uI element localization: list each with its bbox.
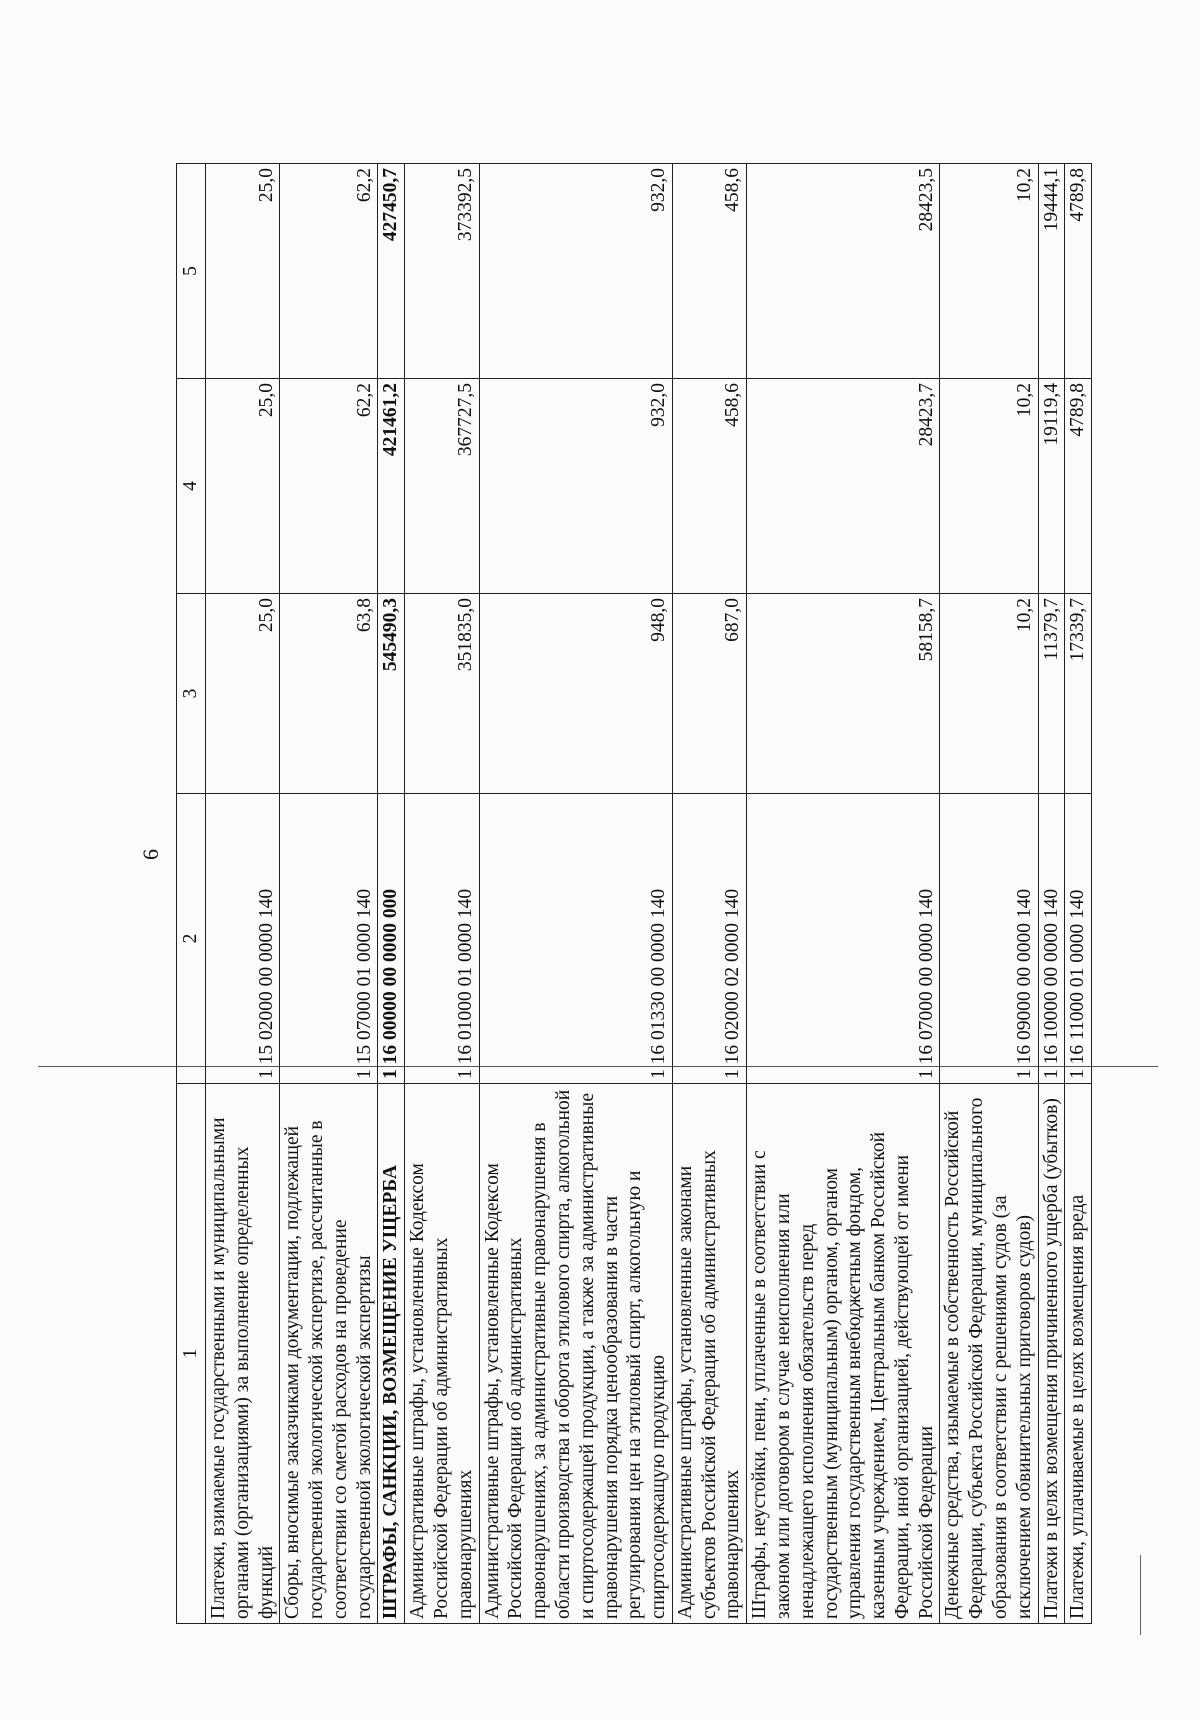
row-name: Платежи в целях возмещения причиненного ущерба (убытков) [1038, 1084, 1065, 1624]
row-value-4: 62,2 [280, 379, 378, 594]
table-row [206, 164, 280, 1624]
column-header-3: 3 [177, 594, 206, 794]
row-value-4: 19119,4 [1038, 379, 1065, 594]
table-row [280, 164, 378, 1624]
table-row [1038, 164, 1065, 1624]
row-value-5: 932,0 [479, 164, 672, 379]
row-value-3: 687,0 [672, 594, 746, 794]
column-header-1: 1 [177, 1084, 206, 1624]
page-number: 6 [138, 849, 163, 860]
row-value-3: 351835,0 [405, 594, 479, 794]
table-header-row [177, 164, 206, 1624]
budget-revenue-table [176, 163, 1092, 1624]
row-value-4: 10,2 [940, 379, 1038, 594]
row-value-4: 367727,5 [405, 379, 479, 594]
row-value-4: 421461,2 [378, 379, 405, 594]
table-row [479, 164, 672, 1624]
row-name: Штрафы, неустойки, пени, уплаченные в соответствии с законом или договором в случае неисполнения или ненадлежащего исполнения обязательств перед государственным (муниципальным) органом, органом управления государственным внебюджетным фондом, казенным учреждением, Центральным банком Российской Федерации, иной организацией, действующей от имени Российской Федерации [747, 1084, 940, 1624]
row-code: 1 15 02000 00 0000 140 [206, 794, 280, 1084]
row-value-5: 28423,5 [747, 164, 940, 379]
table-row [747, 164, 940, 1624]
row-name: Административные штрафы, установленные Кодексом Российской Федерации об административных правонарушениях, за административные правонарушения в области производства и оборота этилового спирта, алкогольной и спиртосодержащей продукции, а также за административные правонарушения порядка ценообразования в части регулирования цен на этиловый спирт, алкогольную и спиртосодержащую продукцию [479, 1084, 672, 1624]
row-code: 1 16 02000 02 0000 140 [672, 794, 746, 1084]
row-code: 1 16 11000 01 0000 140 [1065, 794, 1092, 1084]
row-value-5: 25,0 [206, 164, 280, 379]
row-name: Сборы, вносимые заказчиками документации, подлежащей государственной экологической экспертизе, рассчитанные в соответствии со сметой расходов на проведение государственной экологической экспертизы [280, 1084, 378, 1624]
row-name: Платежи, уплачиваемые в целях возмещения вреда [1065, 1084, 1092, 1624]
row-value-5: 19444,1 [1038, 164, 1065, 379]
row-value-3: 545490,3 [378, 594, 405, 794]
row-value-3: 25,0 [206, 594, 280, 794]
column-header-4: 4 [177, 379, 206, 594]
row-value-3: 11379,7 [1038, 594, 1065, 794]
row-value-3: 17339,7 [1065, 594, 1092, 794]
table-row [672, 164, 746, 1624]
row-name: ШТРАФЫ, САНКЦИИ, ВОЗМЕЩЕНИЕ УЩЕРБА [378, 1084, 405, 1624]
row-name: Административные штрафы, установленные Кодексом Российской Федерации об административных правонарушениях [405, 1084, 479, 1624]
row-code: 1 16 00000 00 0000 000 [378, 794, 405, 1084]
row-value-5: 373392,5 [405, 164, 479, 379]
row-value-5: 458,6 [672, 164, 746, 379]
table-row-total [378, 164, 405, 1624]
row-code: 1 16 10000 00 0000 140 [1038, 794, 1065, 1084]
row-value-4: 25,0 [206, 379, 280, 594]
row-value-5: 62,2 [280, 164, 378, 379]
row-value-4: 28423,7 [747, 379, 940, 594]
row-value-3: 10,2 [940, 594, 1038, 794]
scan-artifact-mark [1140, 1555, 1141, 1635]
row-code: 1 16 07000 00 0000 140 [747, 794, 940, 1084]
row-value-5: 4789,8 [1065, 164, 1092, 379]
row-value-3: 63,8 [280, 594, 378, 794]
column-header-5: 5 [177, 164, 206, 379]
rotated-page [130, 70, 1089, 1650]
row-name: Денежные средства, изымаемые в собственность Российской Федерации, субъекта Российской Федерации, муниципального образования в соответствии с решениями судов (за исключением обвинительных приговоров судов) [940, 1084, 1038, 1624]
row-name: Административные штрафы, установленные законами субъектов Российской Федерации об административных правонарушениях [672, 1084, 746, 1624]
table-row [940, 164, 1038, 1624]
row-code: 1 16 01330 00 0000 140 [479, 794, 672, 1084]
row-value-4: 458,6 [672, 379, 746, 594]
row-value-3: 948,0 [479, 594, 672, 794]
row-value-4: 932,0 [479, 379, 672, 594]
row-code: 1 16 01000 01 0000 140 [405, 794, 479, 1084]
table-row [405, 164, 479, 1624]
row-value-5: 10,2 [940, 164, 1038, 379]
row-code: 1 15 07000 01 0000 140 [280, 794, 378, 1084]
row-value-4: 4789,8 [1065, 379, 1092, 594]
row-code: 1 16 09000 00 0000 140 [940, 794, 1038, 1084]
row-name: Платежи, взимаемые государственными и муниципальными органами (организациями) за выполнение определенных функций [206, 1084, 280, 1624]
column-header-2: 2 [177, 794, 206, 1084]
row-value-3: 58158,7 [747, 594, 940, 794]
table-row [1065, 164, 1092, 1624]
row-value-5: 427450,7 [378, 164, 405, 379]
